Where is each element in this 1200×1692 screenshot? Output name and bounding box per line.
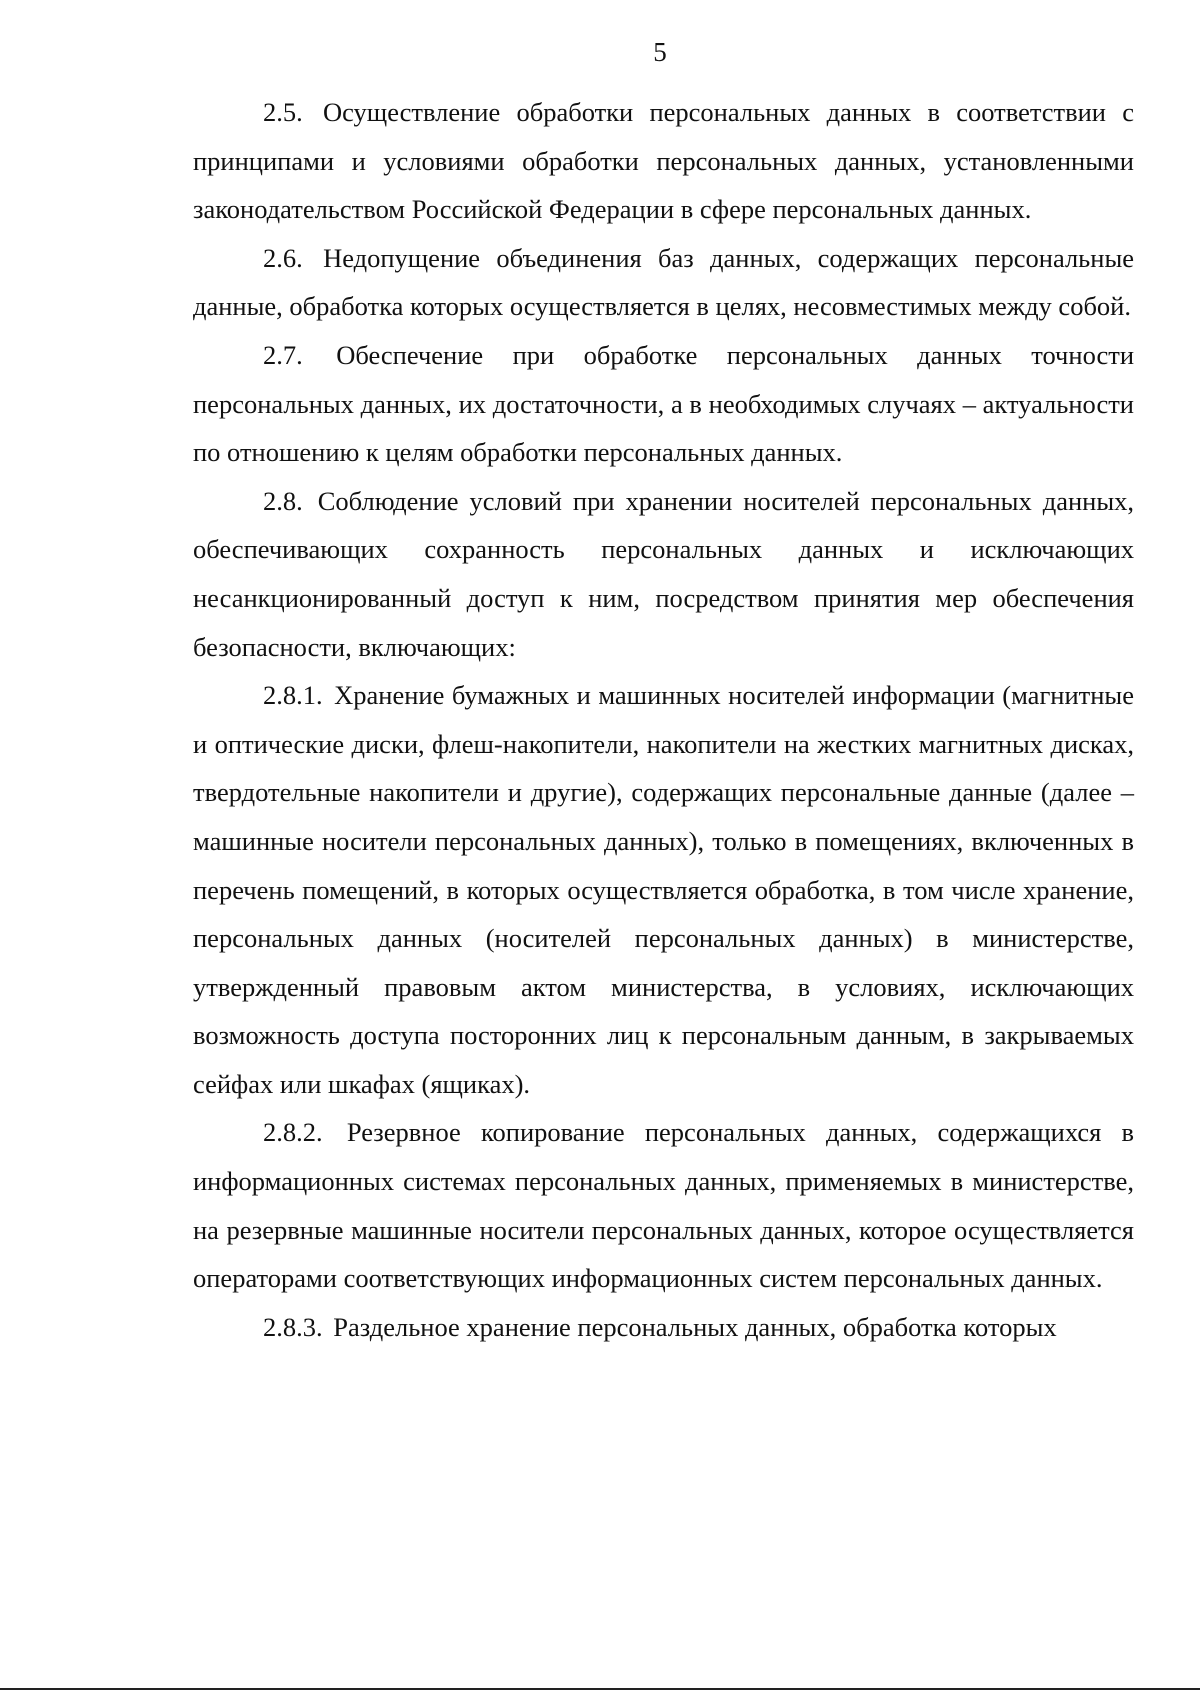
paragraph-number: 2.5. [263, 97, 303, 127]
paragraph-number: 2.8.3. [263, 1311, 323, 1342]
paragraph-text: Осуществление обработки персональных данных в соответствии с принципами и условиями обработки персональных данных, установленными законодательством Российской Федерации в сфере персональных данных. [193, 97, 1134, 225]
paragraph-number: 2.6. [263, 242, 303, 273]
paragraph-2-8-1 [193, 671, 1134, 1108]
paragraph-2-8 [193, 477, 1134, 671]
paragraph-2-7 [193, 331, 1134, 477]
paragraph-text: Резервное копирование персональных данных, содержащихся в информационных системах персональных данных, применяемых в министерстве, на резервные машинные носители персональных данных, которое осуществляется операторами соответствующих информационных систем персональных данных. [193, 1117, 1134, 1294]
paragraph-text: Хранение бумажных и машинных носителей информации (магнитные и оптические диски, флеш-накопители, накопители на жестких магнитных дисках, твердотельные накопители и другие), содержащих персональные данные (далее – машинные носители персональных данных), только в помещениях, включенных в перечень помещений, в которых осуществляется обработка, в том числе хранение, персональных данных (носителей персональных данных) в министерстве, утвержденный правовым актом министерства, в условиях, исключающих возможность доступа посторонних лиц к персональным данным, в закрываемых сейфах или шкафах (ящиках). [193, 680, 1135, 1099]
paragraph-number: 2.8.2. [263, 1117, 323, 1148]
paragraph-text: Недопущение объединения баз данных, содержащих персональные данные, обработка которых осуществляется в целях, несовместимых между собой. [193, 242, 1135, 322]
paragraph-number: 2.7. [263, 339, 303, 370]
paragraph-2-6 [193, 234, 1134, 331]
paragraph-number: 2.8. [263, 485, 303, 516]
paragraph-text: Раздельное хранение персональных данных, обработка которых [333, 1311, 1057, 1342]
paragraph-number: 2.8.1. [263, 680, 323, 711]
paragraph-text: Соблюдение условий при хранении носителей персональных данных, обеспечивающих сохранность персональных данных и исключающих несанкционированный доступ к ним, посредством принятия мер обеспечения безопасности, включающих: [193, 485, 1135, 662]
document-body [193, 88, 1134, 1351]
page-number: 5 [653, 37, 667, 67]
paragraph-2-8-3 [193, 1303, 1134, 1352]
paragraph-text: Обеспечение при обработке персональных данных точности персональных данных, их достаточности, а в необходимых случаях – актуальности по отношению к целям обработки персональных данных. [193, 339, 1134, 468]
paragraph-2-5 [193, 88, 1134, 234]
page-bottom-edge [0, 1688, 1200, 1690]
paragraph-2-8-2 [193, 1108, 1134, 1302]
